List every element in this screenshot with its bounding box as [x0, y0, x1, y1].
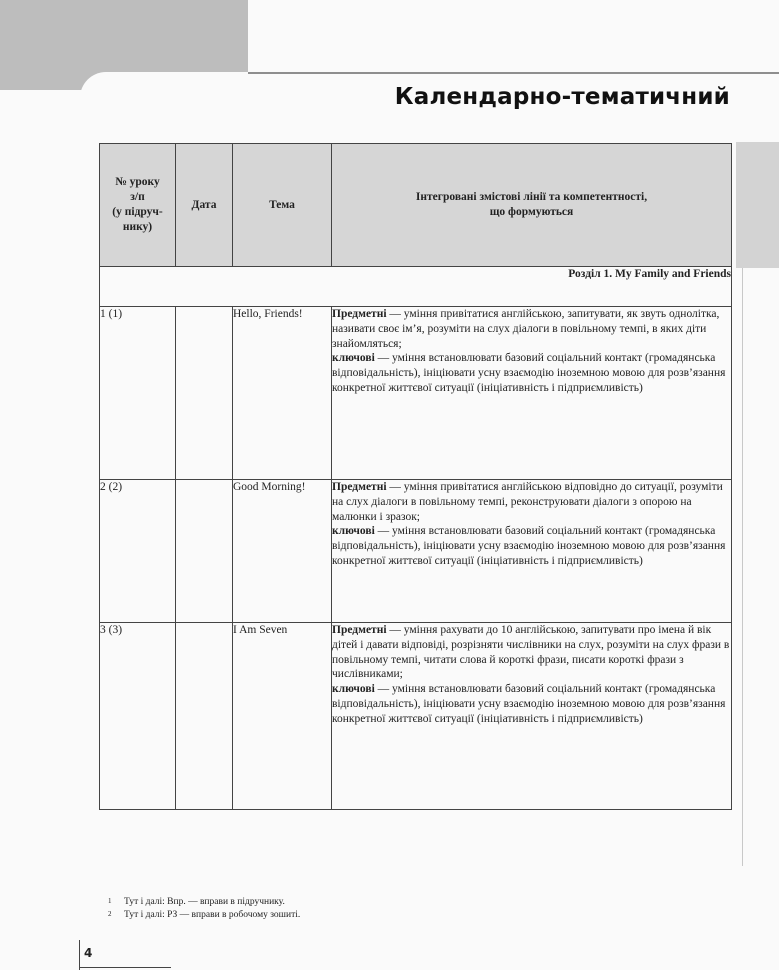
footnote-mark: 2 — [108, 909, 112, 918]
lesson-date — [176, 307, 233, 480]
lesson-number: 3 (3) — [100, 623, 176, 810]
lesson-date — [176, 480, 233, 623]
footnote — [108, 909, 300, 922]
header-line: з/п — [130, 191, 145, 204]
page-number-rule-vertical — [79, 940, 80, 970]
subject-text: — уміння привітатися англійською відповідно до ситуації, розуміти на слух діалоги в повільному темпі, реконструювати діалоги з опорою на малюнки і зразок; — [332, 481, 723, 523]
footnote-mark: 1 — [108, 897, 112, 905]
header-line: Дата — [191, 198, 217, 211]
column-header-date — [176, 144, 233, 267]
footnote-text: Тут і далі: Впр. — вправи в підручнику. — [124, 897, 285, 907]
table-row — [100, 307, 732, 480]
column-header-number — [100, 144, 176, 267]
footnote-text: Тут і далі: РЗ — вправи в робочому зошиті. — [124, 909, 301, 920]
lesson-competencies — [332, 480, 732, 623]
header-line: Тема — [269, 198, 295, 211]
lesson-topic: I Am Seven — [233, 623, 332, 810]
top-rule — [248, 72, 779, 74]
column-header-competencies — [332, 144, 732, 267]
footnotes — [108, 896, 300, 921]
lesson-competencies — [332, 307, 732, 480]
lesson-plan-table — [99, 143, 732, 810]
subject-text: — уміння привітатися англійською, запитувати, як звуть однолітка, називати своє ім’я, розуміти на слух діалоги в повільному темпі, в яких діти знайомляться; — [332, 308, 720, 350]
table-row — [100, 623, 732, 810]
key-text: — уміння встановлювати базовий соціальний контакт (громадянська відповідальність), ініціювати усну взаємодію іноземною мовою для розв’язання конкретної життєвої ситуації (ініціативність і підприємливість) — [332, 352, 726, 394]
section-title: Розділ 1. My Family and Friends — [100, 267, 732, 307]
key-label: ключові — [332, 525, 375, 538]
next-page-column-edge — [742, 268, 779, 866]
subject-label: Предметні — [332, 308, 387, 320]
header-line: що формуються — [489, 206, 574, 218]
next-page-header-shade — [736, 142, 779, 268]
lesson-topic: Good Morning! — [233, 480, 332, 623]
header-line: Інтегровані змістові лінії та компетентності, — [415, 191, 648, 204]
corner-tab-curve — [80, 72, 248, 102]
key-label: ключові — [332, 352, 375, 365]
page-number: 4 — [84, 946, 93, 960]
lesson-date — [176, 623, 233, 810]
header-line: № уроку — [115, 176, 160, 189]
lesson-competencies — [332, 623, 732, 810]
subject-text: — уміння рахувати до 10 англійською, запитувати про імена й вік дітей і давати відповіді, розрізняти числівники на слух, розуміти на слух фрази в повільному темпі, читати слова й короткі фрази, писати короткі фрази з числівниками; — [332, 624, 730, 681]
header-line: нику) — [122, 220, 153, 233]
subject-label: Предметні — [332, 624, 387, 636]
lesson-number: 2 (2) — [100, 480, 176, 623]
page-title: Календарно-тематичний — [394, 84, 730, 110]
column-header-topic — [233, 144, 332, 267]
lesson-topic: Hello, Friends! — [233, 307, 332, 480]
key-text: — уміння встановлювати базовий соціальний контакт (громадянська відповідальність), ініціювати усну взаємодію іноземною мовою для розв’язання конкретної життєвої ситуації (ініціативність і підприємливість) — [332, 525, 726, 567]
footnote — [108, 896, 300, 909]
section-row — [100, 267, 732, 307]
page-number-rule-horizontal — [79, 967, 171, 968]
table-header-row — [100, 144, 732, 267]
key-text: — уміння встановлювати базовий соціальний контакт (громадянська відповідальність), ініціювати усну взаємодію іноземною мовою для розв’язання конкретної життєвої ситуації (ініціативність і підприємливість) — [332, 683, 726, 725]
header-line: (у підруч- — [112, 206, 163, 218]
subject-label: Предметні — [332, 481, 387, 493]
lesson-number: 1 (1) — [100, 307, 176, 480]
table-row — [100, 480, 732, 623]
key-label: ключові — [332, 683, 375, 696]
